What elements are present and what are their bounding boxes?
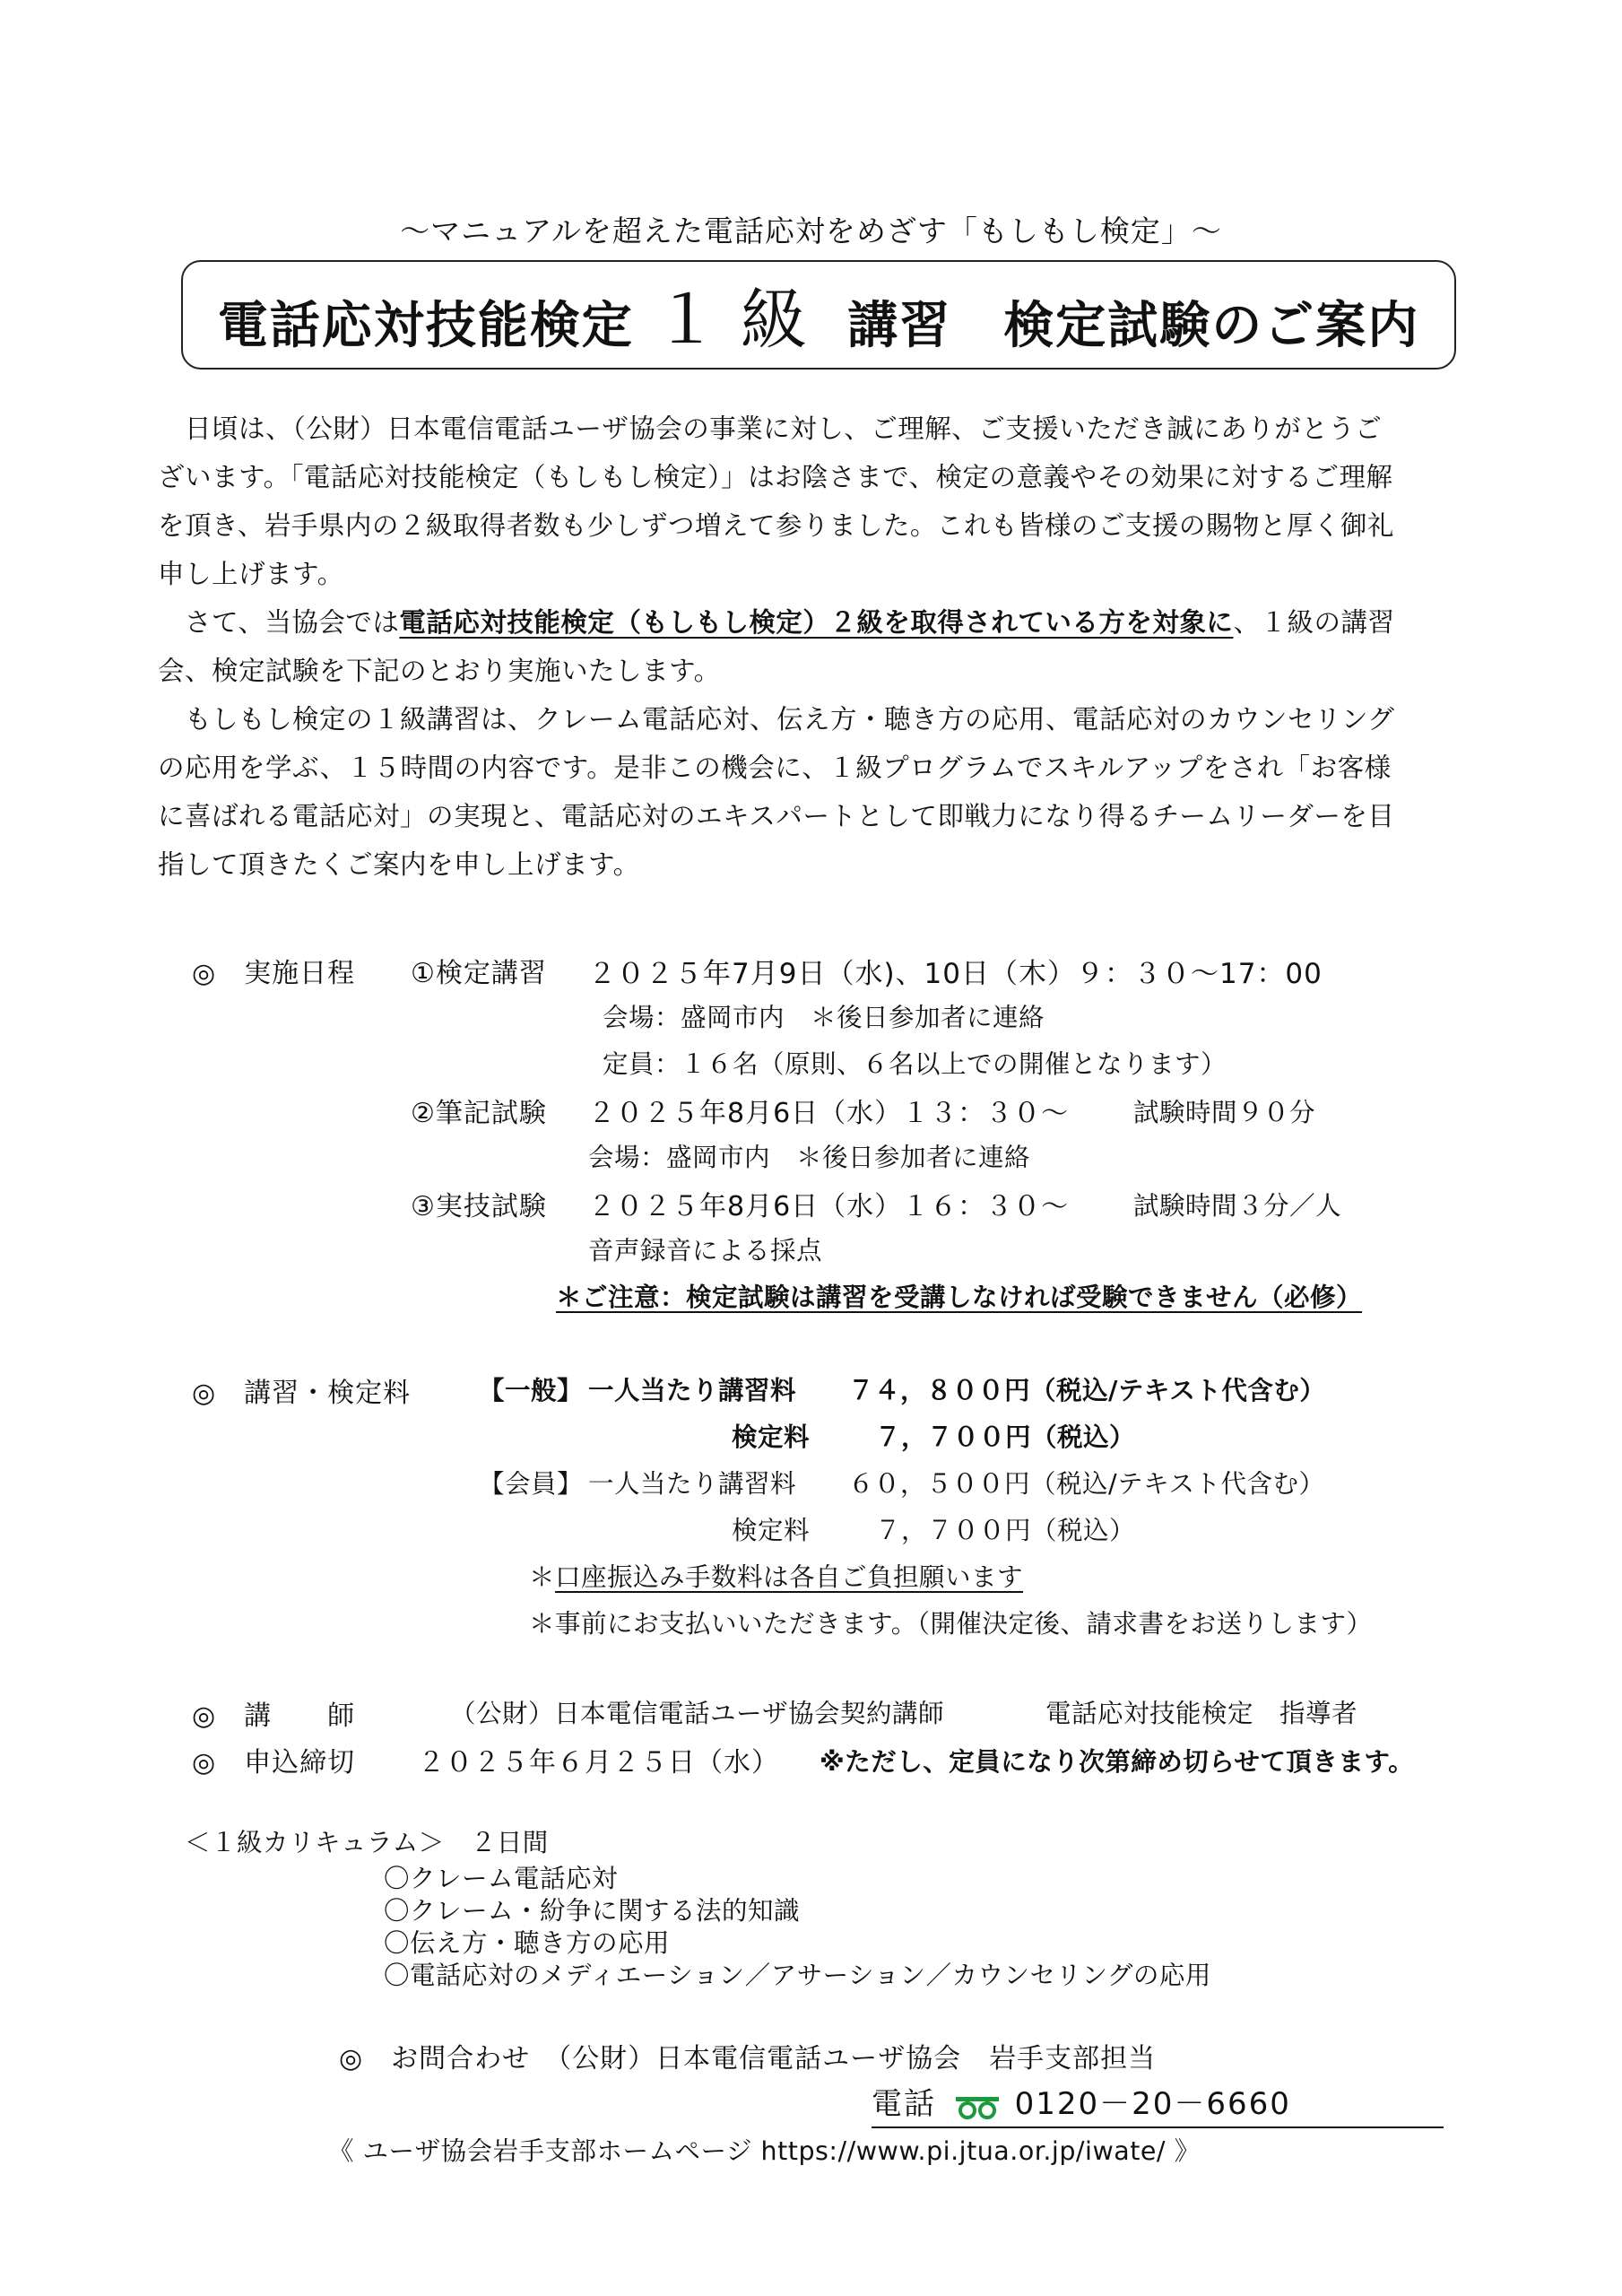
fees-general-course-label: 一人当たり講習料: [588, 1376, 797, 1405]
intro-text-span: 、１級の講習: [1233, 607, 1395, 638]
website-line[interactable]: 《 ユーザ協会岩手支部ホームページ https://www.pi.jtua.or.jp/iwate/ 》: [328, 2136, 1201, 2166]
caution-text: 検定試験は講習を受講しなければ受験できません（必修）: [686, 1283, 1363, 1312]
schedule-item-3-label: ③実技試験: [411, 1191, 547, 1222]
schedule-heading: ◎ 実施日程: [192, 958, 356, 989]
target-audience-emphasis: 電話応対技能検定（もしもし検定）２級を取得されている方を対象に: [399, 607, 1234, 638]
title-kyu: 級: [740, 282, 809, 359]
title-level: １: [653, 282, 722, 359]
contact-phone: [872, 2079, 1444, 2128]
title-box: [181, 260, 1456, 370]
note-prefix: ＊: [529, 1562, 556, 1592]
fees-general-exam-price: ７，７００円（税込）: [875, 1422, 1136, 1452]
schedule-item-1-datetime: ２０２５年7月9日（水)、10日（木）９：３０～17：00: [588, 958, 1323, 990]
curriculum-heading: ＜１級カリキュラム＞ ２日間: [185, 1828, 549, 1857]
instructor-heading: ◎ 講 師: [192, 1700, 356, 1732]
schedule-item-2-label: ②筆記試験: [411, 1098, 547, 1129]
curriculum-item: 〇クレーム・紛争に関する法的知識: [384, 1896, 801, 1926]
schedule-item-1-label: ①検定講習: [411, 958, 547, 989]
fees-note-2: ＊事前にお支払いいただきます。（開催決定後、請求書をお送りします）: [529, 1609, 1373, 1639]
fees-member-course-price: ６０，５００円（税込/テキスト代含む）: [848, 1469, 1325, 1499]
title-part1: 電話応対技能検定: [217, 297, 634, 355]
subtitle: ～マニュアルを超えた電話応対をめざす「もしもし検定」～: [400, 213, 1222, 248]
intro-line: の応用を学ぶ、１５時間の内容です。是非この機会に、１級プログラムでスキルアップをされ「お客様: [158, 752, 1392, 783]
fees-general-exam-label: 検定料: [732, 1422, 811, 1452]
phone-label: 電話: [872, 2086, 936, 2122]
fees-member-tag: 【会員】: [479, 1469, 584, 1499]
freedial-icon: [955, 2092, 1000, 2115]
fees-member-course-label: 一人当たり講習料: [588, 1469, 797, 1499]
curriculum-item: 〇クレーム電話応対: [384, 1864, 619, 1893]
schedule-item-3-note: 音声録音による採点: [588, 1236, 823, 1265]
schedule-item-3-datetime: ２０２５年8月6日（水）１６：３０～: [588, 1191, 1070, 1222]
deadline-note: ※ただし、定員になり次第締め切らせて頂きます。: [820, 1747, 1415, 1777]
instructor-value-2: 電話応対技能検定 指導者: [1045, 1699, 1358, 1728]
deadline-date: ２０２５年６月２５日（水）: [418, 1747, 779, 1779]
fees-member-exam-label: 検定料: [732, 1516, 811, 1545]
intro-text-span: さて、当協会では: [185, 607, 400, 638]
intro-line: を頂き、岩手県内の２級取得者数も少しずつ増えて参りました。これも皆様のご支援の賜物と厚く御礼: [158, 510, 1394, 541]
fees-general-tag: 【一般】: [479, 1376, 584, 1405]
phone-number[interactable]: 0120－20－6660: [1014, 2086, 1291, 2122]
intro-line: 指して頂きたくご案内を申し上げます。: [158, 849, 640, 880]
intro-line: に喜ばれる電話応対」の実現と、電話応対のエキスパートとして即戦力になり得るチームリーダーを目: [158, 801, 1395, 831]
schedule-item-1-venue: 会場：盛岡市内 ＊後日参加者に連絡: [603, 1003, 1045, 1032]
intro-line: 申し上げます。: [158, 559, 344, 589]
fees-heading: ◎ 講習・検定料: [192, 1378, 412, 1409]
caution-prefix: ＊ご注意：: [556, 1283, 687, 1312]
schedule-item-2-duration: 試験時間９０分: [1133, 1098, 1316, 1127]
schedule-item-2-datetime: ２０２５年8月6日（水）１３：３０～: [588, 1098, 1070, 1129]
deadline-heading: ◎ 申込締切: [192, 1747, 356, 1779]
curriculum-item: 〇伝え方・聴き方の応用: [384, 1928, 671, 1958]
contact-line: ◎ お問合わせ （公財）日本電信電話ユーザ協会 岩手支部担当: [339, 2043, 1157, 2074]
schedule-item-1-capacity: 定員：１６名（原則、６名以上での開催となります）: [603, 1049, 1227, 1079]
note-text: 口座振込み手数料は各自ご負担願います: [555, 1562, 1024, 1592]
schedule-item-3-duration: 試験時間３分／人: [1133, 1191, 1342, 1221]
fees-general-course-price: ７４，８００円（税込/テキスト代含む）: [848, 1376, 1326, 1405]
intro-line: ざいます。「電話応対技能検定（もしもし検定）」はお陰さまで、検定の意義やその効果に対するご理解: [158, 462, 1393, 492]
schedule-caution: [556, 1277, 1362, 1314]
fees-note-1: [529, 1557, 1023, 1594]
fees-member-exam-price: ７，７００円（税込）: [875, 1516, 1136, 1545]
curriculum-item: 〇電話応対のメディエーション／アサーション／カウンセリングの応用: [384, 1961, 1211, 1990]
schedule-item-2-venue: 会場：盛岡市内 ＊後日参加者に連絡: [588, 1143, 1031, 1172]
intro-line: 日頃は、（公財）日本電信電話ユーザ協会の事業に対し、ご理解、ご支援いただき誠にありがとうご: [185, 413, 1383, 444]
title-part2: 講習 検定試験のご案内: [847, 297, 1420, 355]
intro-line: [185, 602, 1394, 639]
intro-line: 会、検定試験を下記のとおり実施いたします。: [158, 656, 721, 686]
instructor-value-1: （公財）日本電信電話ユーザ協会契約講師: [450, 1699, 945, 1728]
page-title: [218, 267, 1420, 362]
intro-line: もしもし検定の１級講習は、クレーム電話応対、伝え方・聴き方の応用、電話応対のカウンセリング: [185, 704, 1395, 735]
